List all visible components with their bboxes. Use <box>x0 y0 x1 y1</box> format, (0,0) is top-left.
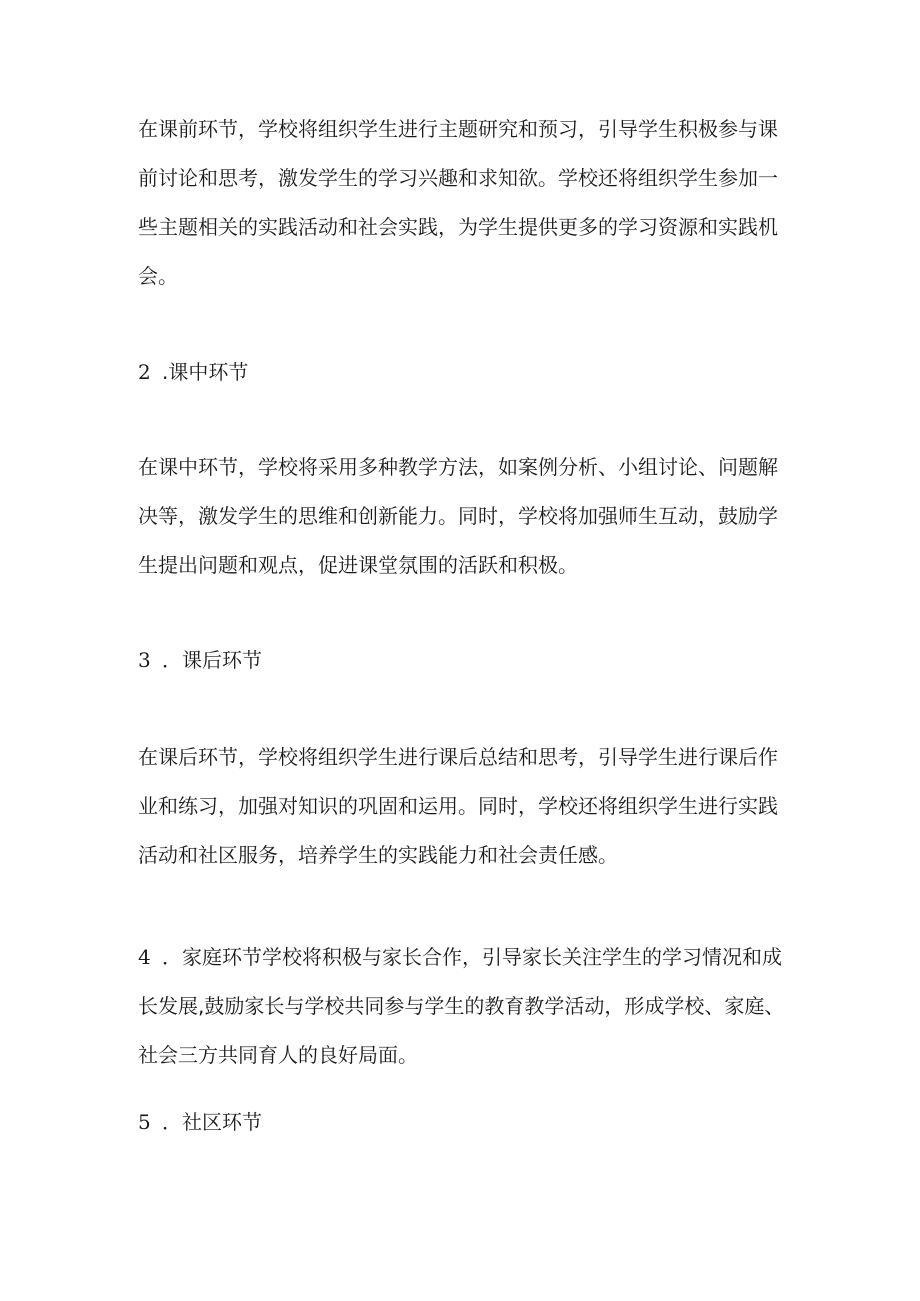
paragraph-family <box>138 933 788 1080</box>
section-heading-2 <box>138 357 248 387</box>
paragraph-line: 在课后环节，学校将组织学生进行课后总结和思考，引导学生进行课后作 <box>138 745 778 769</box>
section-number: 4 <box>138 945 151 969</box>
section-title: ．课后环节 <box>162 648 262 672</box>
section-heading-5 <box>138 1107 262 1137</box>
paragraph-line: 在课前环节，学校将组织学生进行主题研究和预习，引导学生积极参与课 <box>138 117 778 141</box>
section-number: 3 <box>138 648 151 672</box>
paragraph-line: 长发展,鼓励家长与学校共同参与学生的教育教学活动，形成学校、家庭、 <box>138 994 785 1018</box>
paragraph-line: 业和练习，加强对知识的巩固和运用。同时，学校还将组织学生进行实践 <box>138 794 778 818</box>
paragraph-pre-class <box>138 105 788 301</box>
paragraph-line <box>138 933 788 982</box>
section-title: ．社区环节 <box>162 1110 262 1134</box>
paragraph-line: 活动和社区服务，培养学生的实践能力和社会责任感。 <box>138 843 618 867</box>
line-text: ．家庭环节学校将积极与家长合作，引导家长关注学生的学习情况和成 <box>162 945 782 969</box>
section-number: 2 <box>138 360 151 384</box>
paragraph-line: 会。 <box>138 264 178 288</box>
section-heading-3 <box>138 645 262 675</box>
section-title: .课中环节 <box>162 360 249 384</box>
paragraph-line: 前讨论和思考，激发学生的学习兴趣和求知欲。学校还将组织学生参加一 <box>138 166 778 190</box>
paragraph-line: 社会三方共同育人的良好局面。 <box>138 1043 418 1067</box>
section-number: 5 <box>138 1110 151 1134</box>
paragraph-in-class <box>138 443 788 590</box>
paragraph-line: 生提出问题和观点，促进课堂氛围的活跃和积极。 <box>138 553 578 577</box>
paragraph-line: 在课中环节，学校将采用多种教学方法，如案例分析、小组讨论、问题解 <box>138 455 778 479</box>
paragraph-line: 决等，激发学生的思维和创新能力。同时，学校将加强师生互动，鼓励学 <box>138 504 778 528</box>
paragraph-after-class <box>138 733 788 880</box>
paragraph-line: 些主题相关的实践活动和社会实践，为学生提供更多的学习资源和实践机 <box>138 215 778 239</box>
